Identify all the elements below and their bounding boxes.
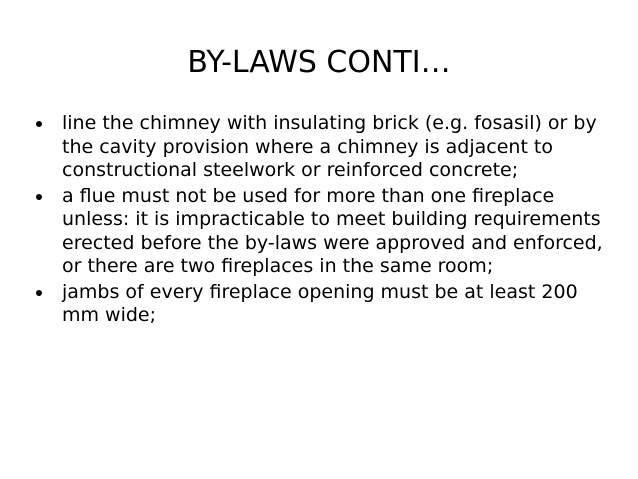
bullet-item-jamb-width — [36, 281, 616, 328]
bullet-text: line the chimney with insulating brick (e.g. fosasil) or by the cavity provision where a chimney is adjacent to constructional steelwork or reinforced concrete; — [62, 112, 597, 181]
bullet-text: jambs of every fireplace opening must be at least 200 mm wide; — [62, 280, 578, 326]
bullet-item-flue-usage — [36, 185, 616, 279]
bullet-dot-icon — [36, 290, 42, 296]
slide-title: BY-LAWS CONTI… — [187, 45, 451, 80]
bullet-item-chimney-lining — [36, 112, 616, 183]
bullet-list — [36, 112, 616, 330]
bullet-dot-icon — [36, 121, 42, 127]
bullet-dot-icon — [36, 194, 42, 200]
bullet-text: a flue must not be used for more than one fireplace unless: it is impracticable to meet building requirements erected before the by-laws were approved and enforced, or there are two fireplaces in the same room; — [62, 184, 603, 277]
